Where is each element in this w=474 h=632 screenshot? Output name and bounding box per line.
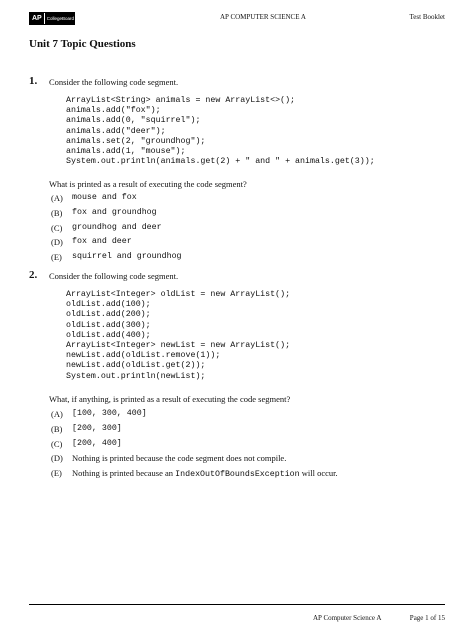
choice-text [72, 468, 338, 479]
code-line: ArrayList<String> animals = new ArrayList<>(); [66, 96, 296, 105]
question-2-number: 2. [29, 269, 38, 281]
choice-text: groundhog and deer [72, 222, 162, 232]
code-line: System.out.println(newList); [66, 371, 206, 381]
footer-course-name: AP Computer Science A [313, 614, 382, 622]
choice-letter: (B) [51, 207, 63, 218]
choice-letter: (C) [51, 222, 63, 233]
question-1-prompt: Consider the following code segment. [49, 77, 179, 87]
choice-text: squirrel and groundhog [72, 252, 182, 262]
choice-text: Nothing is printed because the code segment does not compile. [72, 453, 287, 464]
choice-letter: (A) [51, 193, 63, 203]
code-line: newList.add(oldList.remove(1)); [66, 351, 221, 361]
code-line: ArrayList<Integer> oldList = new ArrayList(); [66, 290, 291, 299]
question-2-code [66, 290, 290, 382]
code-line: animals.set(2, "groundhog"); [66, 136, 206, 146]
code-line: System.out.println(animals.get(2) + " and " + animals.get(3)); [66, 157, 375, 167]
choice-text-before: Nothing is printed because an [72, 468, 174, 479]
question-1-number: 1. [29, 75, 38, 87]
choice-letter: (E) [51, 468, 62, 479]
choice-letter: (A) [51, 409, 63, 419]
choice-letter: (D) [51, 237, 63, 248]
footer-page-number: Page 1 of 15 [409, 614, 445, 622]
code-line: animals.add(1, "mouse"); [66, 147, 186, 157]
code-line: animals.add(0, "squirrel"); [66, 116, 201, 126]
choice-text: mouse and fox [72, 193, 137, 202]
question-1-stem: What is printed as a result of executing the code segment? [49, 179, 247, 189]
ap-college-board-logo [29, 12, 75, 25]
choice-letter: (D) [51, 453, 63, 464]
choice-text-after: will occur. [301, 468, 338, 479]
header-title: AP COMPUTER SCIENCE A [220, 13, 306, 21]
code-line: oldList.add(100); [66, 300, 151, 310]
code-line: newList.add(oldList.get(2)); [66, 361, 206, 371]
footer-divider [29, 604, 445, 605]
code-line: animals.add("deer"); [66, 126, 166, 136]
choice-text: [200, 400] [72, 438, 122, 448]
page-header [0, 0, 474, 40]
code-line: oldList.add(400); [66, 330, 151, 340]
header-booklet-label: Test Booklet [409, 13, 445, 21]
code-line: oldList.add(300); [66, 320, 151, 330]
code-line: oldList.add(200); [66, 310, 151, 320]
choice-letter: (E) [51, 252, 62, 263]
question-1-code [66, 96, 375, 167]
choice-text: fox and groundhog [72, 207, 157, 217]
question-2-prompt: Consider the following code segment. [49, 271, 179, 281]
choice-text: [200, 300] [72, 423, 122, 433]
exception-name: IndexOutOfBoundsException [175, 470, 300, 480]
code-line: animals.add("fox"); [66, 106, 161, 116]
choice-text: fox and deer [72, 237, 132, 247]
code-line: ArrayList<Integer> newList = new ArrayList(); [66, 341, 291, 351]
unit-title: Unit 7 Topic Questions [29, 38, 136, 50]
choice-letter: (C) [51, 438, 63, 449]
logo-ap-text: AP [31, 15, 42, 22]
choice-letter: (B) [51, 423, 63, 434]
logo-college-board-text: CollegeBoard [44, 13, 74, 24]
choice-text: [100, 300, 400] [72, 409, 147, 418]
question-2-stem: What, if anything, is printed as a result of executing the code segment? [49, 394, 291, 404]
